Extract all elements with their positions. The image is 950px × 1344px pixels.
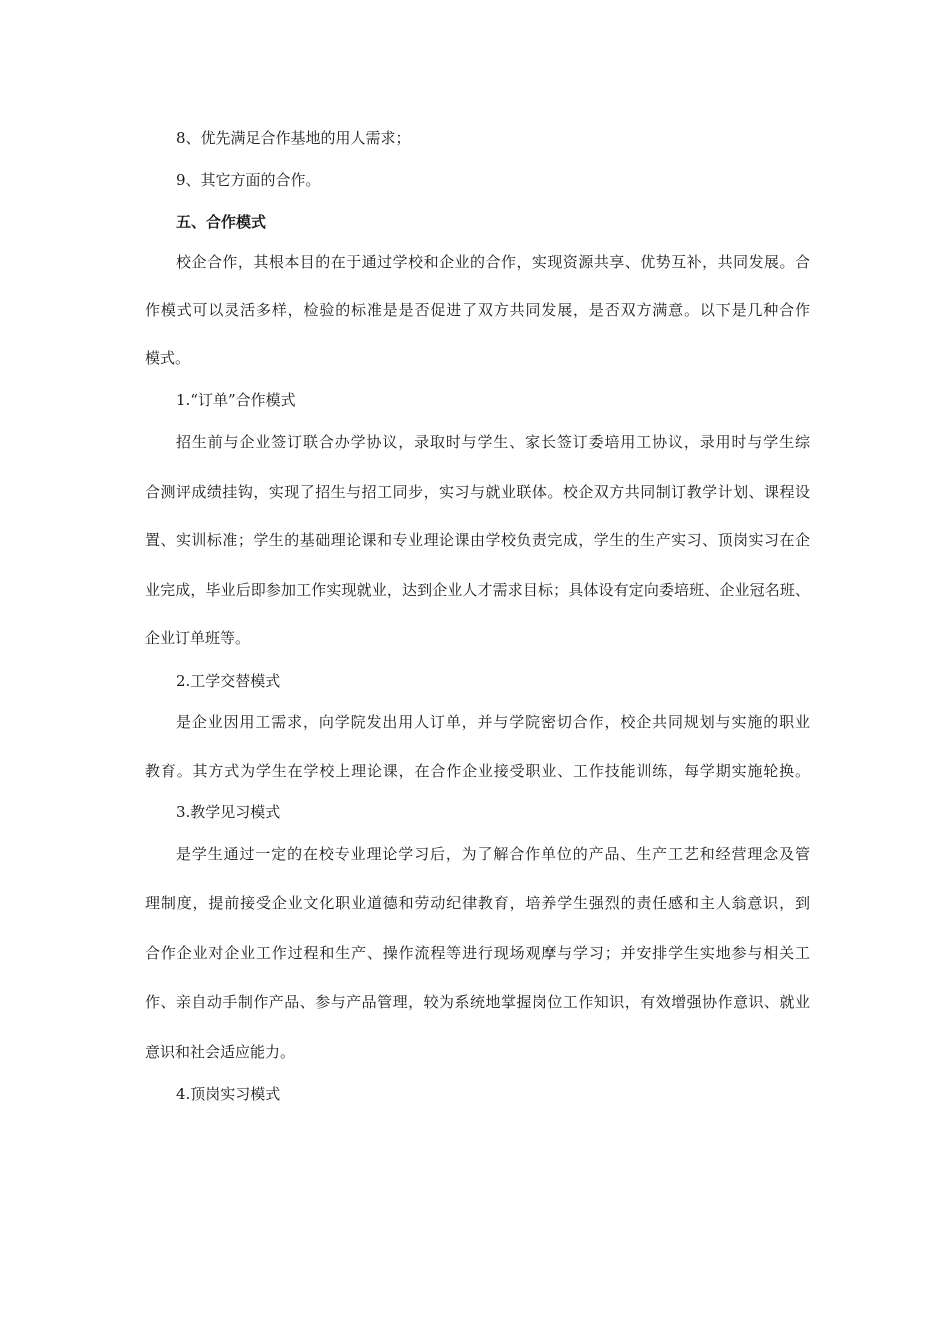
- paragraph-line: 教育。其方式为学生在学校上理论课，在合作企业接受职业、工作技能训练，每学期实施轮换。: [145, 762, 810, 780]
- paragraph-line: 是企业因用工需求，向学院发出用人订单，并与学院密切合作，校企共同规划与实施的职业: [176, 713, 810, 731]
- paragraph-line: 企业订单班等。: [145, 629, 251, 647]
- list-item-8: 8、优先满足合作基地的用人需求；: [176, 129, 411, 147]
- subsection-heading: 4.顶岗实习模式: [176, 1085, 281, 1103]
- paragraph-line: 合测评成绩挂钩，实现了招生与招工同步，实习与就业联体。校企双方共同制订教学计划、课程设: [145, 483, 810, 501]
- list-item-9: 9、其它方面的合作。: [176, 171, 321, 189]
- paragraph-line: 理制度，提前接受企业文化职业道德和劳动纪律教育，培养学生强烈的责任感和主人翁意识，到: [145, 894, 810, 912]
- subsection-heading: 3.教学见习模式: [176, 803, 281, 821]
- paragraph-line: 作模式可以灵活多样，检验的标准是是否促进了双方共同发展，是否双方满意。以下是几种合作: [145, 301, 810, 319]
- subsection-heading: 1.“订单”合作模式: [176, 391, 296, 409]
- subsection-heading: 2.工学交替模式: [176, 672, 281, 690]
- paragraph-line: 招生前与企业签订联合办学协议，录取时与学生、家长签订委培用工协议，录用时与学生综: [176, 433, 810, 451]
- paragraph-line: 模式。: [145, 349, 191, 367]
- paragraph-line: 校企合作，其根本目的在于通过学校和企业的合作，实现资源共享、优势互补，共同发展。合: [176, 253, 810, 271]
- paragraph-line: 业完成，毕业后即参加工作实现就业，达到企业人才需求目标；具体设有定向委培班、企业冠名班、: [145, 581, 810, 599]
- section-heading: 五、合作模式: [176, 213, 267, 231]
- paragraph-line: 合作企业对企业工作过程和生产、操作流程等进行现场观摩与学习；并安排学生实地参与相关工: [145, 944, 810, 962]
- paragraph-line: 意识和社会适应能力。: [145, 1043, 296, 1061]
- paragraph-line: 是学生通过一定的在校专业理论学习后，为了解合作单位的产品、生产工艺和经营理念及管: [176, 845, 810, 863]
- paragraph-line: 作、亲自动手制作产品、参与产品管理，较为系统地掌握岗位工作知识，有效增强协作意识、就业: [145, 993, 810, 1011]
- paragraph-line: 置、实训标准；学生的基础理论课和专业理论课由学校负责完成，学生的生产实习、顶岗实习在企: [145, 531, 810, 549]
